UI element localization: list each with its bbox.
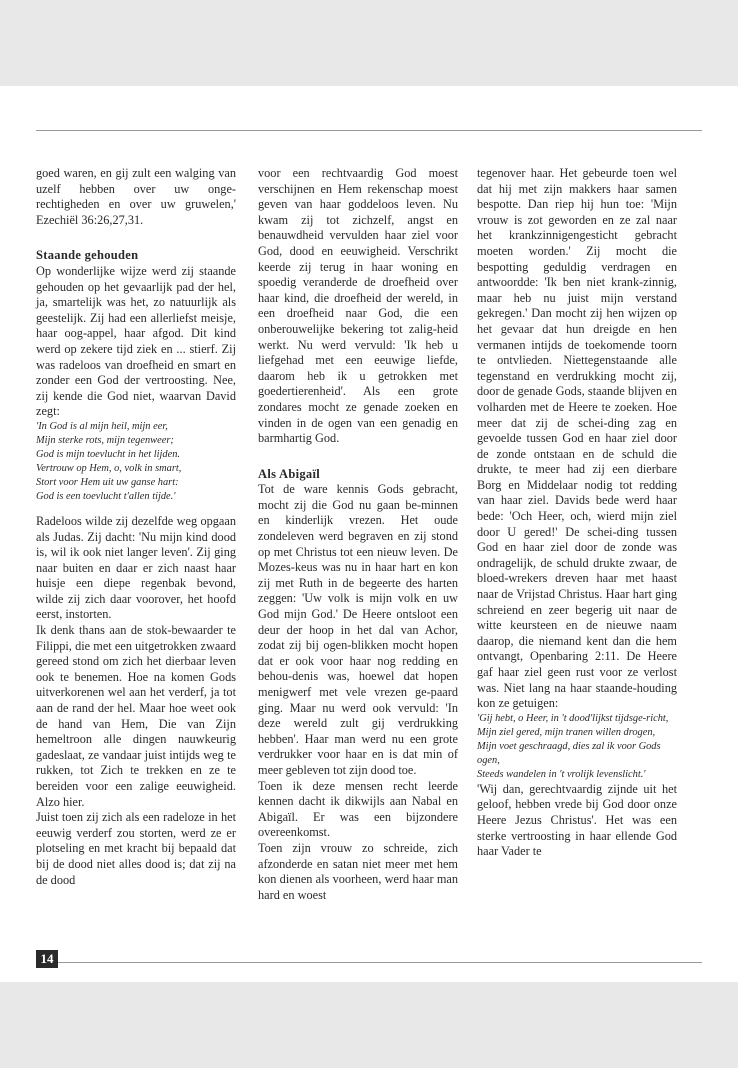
paragraph: goed waren, en gij zult een walging van uzelf hebben over uw onge-rechtigheden en over uw gruwelen,' Ezechiël 36:26,27,31. xyxy=(36,166,236,227)
paragraph: Op wonderlijke wijze werd zij staande gehouden op het gevaarlijk pad der hel, ja, smartelijk was het, zo natuurlijk als geestelijk. Zij had een allerliefst meisje, haar oog-appel, haar afgod. Dit kind werd op zekere tijd ziek en ... stierf. Zij was radeloos van droefheid en smart en zonder een God der vertroosting. Nee, zij kende die God niet, waarvan David zegt: xyxy=(36,263,236,419)
column-2 xyxy=(258,166,458,903)
section-heading-staande-gehouden: Staande gehouden xyxy=(36,248,139,263)
poem-line: 'In God is al mijn heil, mijn eer, xyxy=(36,420,168,432)
poem-line: Mijn sterke rots, mijn tegenweer; xyxy=(36,434,174,446)
paragraph: voor een rechtvaardig God moest verschijnen en Hem rekenschap moest geven van haar goddeloos leven. Nu kwam zij tot zichzelf, angst en benauwdheid vervulden haar ziel voor God, dood en eeuwigheid. Verschrikt keerde zij terug in haar woning en spoedig veranderde de droefheid over haar kind, die droefheid der wereld, in een droefheid naar God, die een onberouwelijke bekering tot zalig-heid werkt. Nu werd vervuld: 'Ik heb u liefgehad met een eeuwige liefde, daarom heb ik u getrokken met goedertierenheid'. Als een grote zondares mocht ze genade zoeken en vinden in de ogen van een genadig en barmhartig God. xyxy=(258,166,458,446)
book-page xyxy=(0,86,738,982)
page-number: 14 xyxy=(36,950,58,968)
poem-line: 'Gij hebt, o Heer, in 't dood'lijkst tijdsge-richt, xyxy=(477,712,669,724)
paragraph: Radeloos wilde zij dezelfde weg opgaan als Judas. Zij dacht: 'Nu mijn kind dood is, wil ik ook niet langer leven'. Zij ging naar buiten en daar er zich naast haar huisje een diepe regenbak bevond, wilde zij zich daar voorover, het hoofd eerst, instorten. xyxy=(36,513,236,622)
paragraph: Toen ik deze mensen recht leerde kennen dacht ik dikwijls aan Nabal en Abigaïl. Er was een bijzondere overeenkomst. xyxy=(258,778,458,840)
section-heading-als-abigail: Als Abigaïl xyxy=(258,466,320,481)
paragraph: Tot de ware kennis Gods gebracht, mocht zij die God nu gaan be-minnen en kinderlijk vrezen. Het oude zondeleven werd begraven en zij stond op met Christus tot een nieuw leven. De Mozes-keus was nu in haar hart en kon zij met Ruth in de begeerte des harten zeggen: 'Uw volk is mijn volk en uw God mijn God.' De Heere ontsloot een deur der hoop in het dal van Achor, zodat zij bij ogen-blikken mocht hopen dat er ook voor haar nog redding en behou-denis was, hoewel dat hopen menigwerf met vele vrezen ge-paard ging. Maar nu werd ook vervuld: 'In deze wereld zult gij verdrukking hebben'. Haar man werd nu een grote verdrukker voor haar en is dat min of meer gebleven tot zijn dood toe. xyxy=(258,482,458,777)
paragraph: Toen zijn vrouw zo schreide, zich afzonderde en satan niet meer met hem kon dienen als voorheen, werd haar man hard en woest xyxy=(258,840,458,902)
poem-line: God is mijn toevlucht in het lijden. xyxy=(36,448,181,460)
poem-line: Mijn ziel gered, mijn tranen willen drogen, xyxy=(477,726,656,738)
paragraph: Juist toen zij zich als een radeloze in het eeuwig verderf zou storten, werd ze er plotseling en met kracht bij bepaald dat bij de dood niet alles dood is; dat zij na de dood xyxy=(36,810,236,887)
poem-line: Stort voor Hem uit uw ganse hart: xyxy=(36,476,179,488)
poem-quote xyxy=(36,420,236,504)
poem-line: Mijn voet geschraagd, dies zal ik voor Gods ogen, xyxy=(477,740,661,766)
paragraph: tegenover haar. Het gebeurde toen wel dat hij met zijn makkers haar samen bespotte. Dan riep hij hun toe: 'Mijn vrouw is zot geworden en ze zal naar het krankzinnigengesticht gebracht moeten worden.' Zij mocht die bespotting geduldig verdragen en antwoordde: 'Ik ben niet krank-zinnig, maar heb nu juist mijn verstand gekregen.' Dan mocht zij hen wijzen op het gevaar dat hun dreigde en hen vermanen intijds de toekomende toorn te ontvlieden. Niettegenstaande alle tegenstand en verdrukking mocht zij, door de genade Gods, staande blijven en volharden met de Heere te zoeken. Hoe meer dat zij de schei-ding zag en gevoelde tussen God en haar ziel door de zonde ontstaan en de schuld die drukte, te meer had zij een dierbare Borg en Middelaar nodig tot redding van haar ziel. Davids bede werd haar bede: 'Och Heer, och, wierd mijn ziel door U gered!' De schei-ding tussen God en haar ziel door de zonde was ondragelijk, de schuld drukte zwaar, de bloed-wrekers dreven haar met haast naar de Vrijstad Christus. Haar hart ging schreiend en zeer begerig uit naar de witte keursteen en de nieuwe naam daarop, die niemand kent dan die hem ontvangt, Openbaring 2:11. De Heere gaf haar ziel geen rust voor ze verlost was. Niet lang na haar staande-houding kon ze getuigen: xyxy=(477,166,677,711)
column-3 xyxy=(477,166,677,860)
poem-line: Steeds wandelen in 't vrolijk levenslicht.' xyxy=(477,768,646,780)
poem-line: Vertrouw op Hem, o, volk in smart, xyxy=(36,462,182,474)
poem-quote xyxy=(477,712,677,782)
bottom-rule xyxy=(58,962,702,963)
paragraph: Ik denk thans aan de stok-bewaarder te Filippi, die met een uitgetrokken zwaard gereed stond om zich het dierbaar leven ook te benemen. Hoe na komen Gods uitverkorenen wel aan het verderf, ja tot aan de rand der hel. Maar hoe weet ook de hand van Hem, Die van Zijn hemeltroon alle dingen nauwkeurig gadeslaat, ze vandaar juist intijds weg te rukken, tot Zich te trekken en ze te bereiden voor een zalige eeuwigheid. Alzo hier. xyxy=(36,623,236,809)
poem-line: God is een toevlucht t'allen tijde.' xyxy=(36,490,176,502)
column-1 xyxy=(36,166,236,888)
paragraph: 'Wij dan, gerechtvaardig zijnde uit het geloof, hebben vrede bij God door onze Heere Jezus Christus'. Het was een sterke vertroosting in haar ellende God haar Vader te xyxy=(477,781,677,859)
top-rule xyxy=(36,130,702,131)
